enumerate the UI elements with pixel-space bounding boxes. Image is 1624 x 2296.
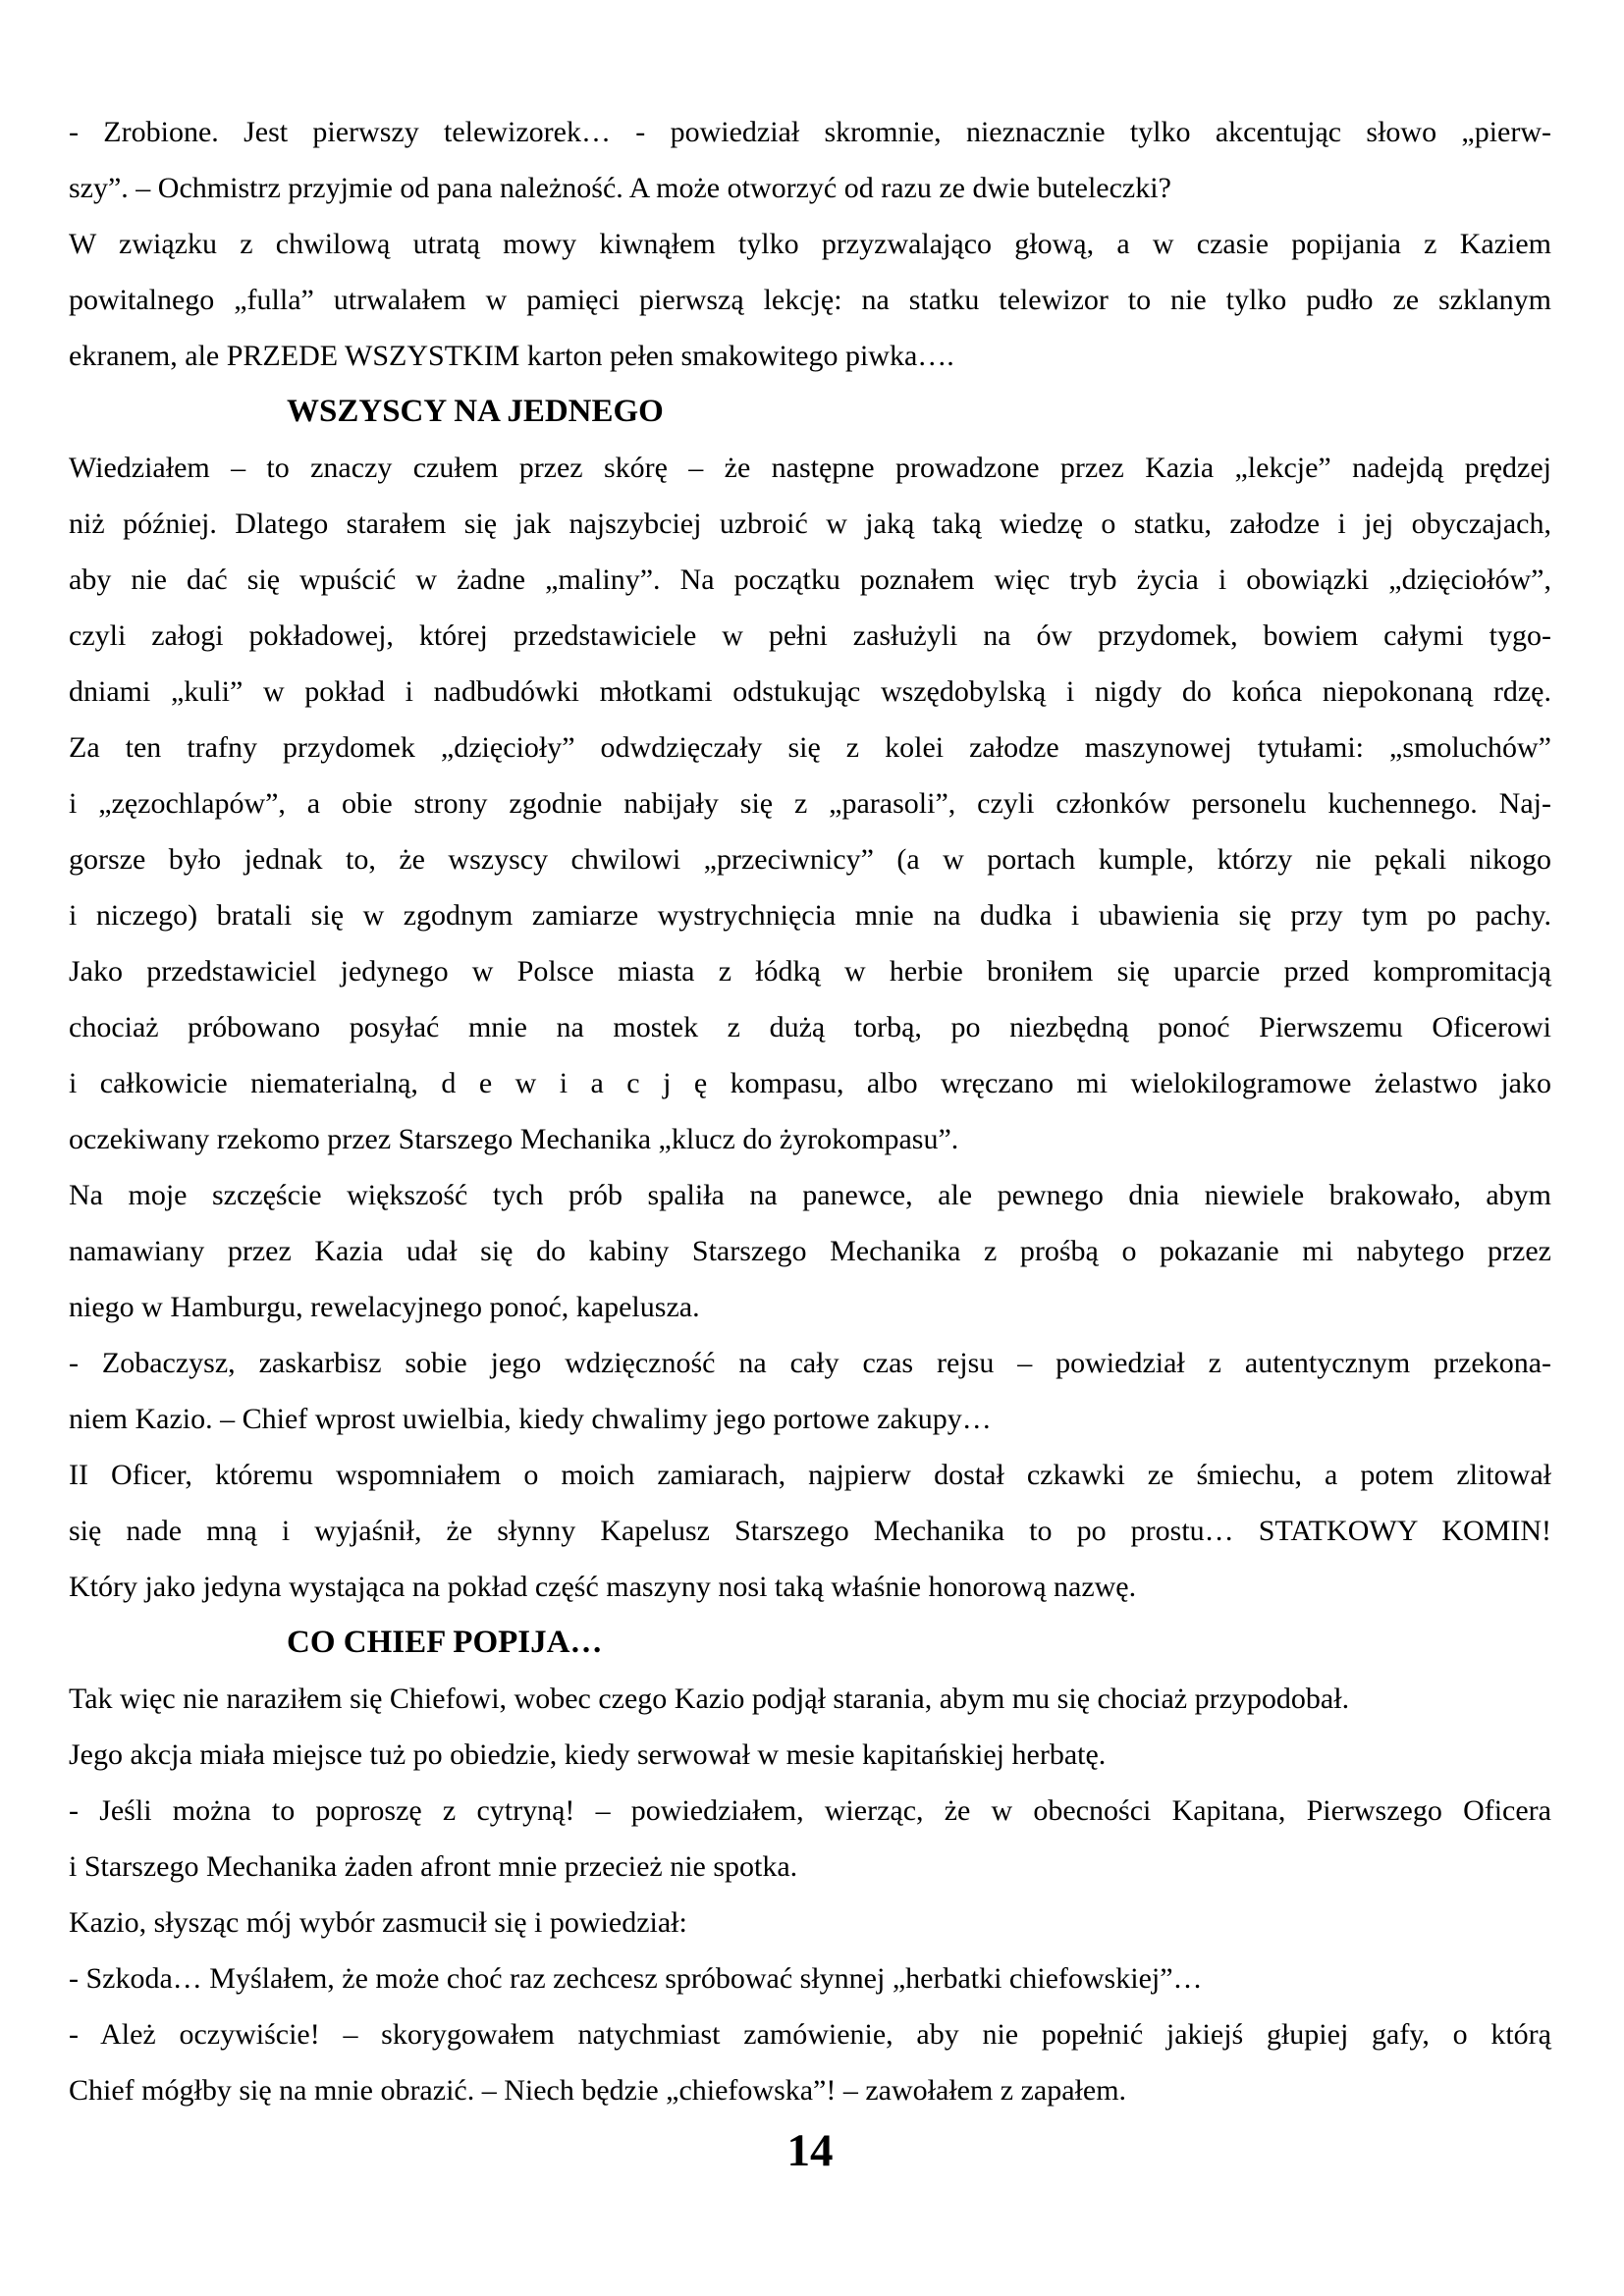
text-line: Jako przedstawiciel jedynego w Polsce miasta z łódką w herbie broniłem się uparcie przed kompromitacją <box>69 955 1551 988</box>
text-line: W związku z chwilową utratą mowy kiwnąłem tylko przyzwalająco głową, a w czasie popijania z Kaziem <box>69 228 1551 260</box>
text-line: Który jako jedyna wystająca na pokład część maszyny nosi taką właśnie honorową nazwę. <box>69 1571 1137 1603</box>
section-heading: CO CHIEF POPIJA… <box>287 1625 603 1660</box>
section-heading: WSZYSCY NA JEDNEGO <box>287 394 664 429</box>
text-line: II Oficer, któremu wspomniałem o moich zamiarach, najpierw dostał czkawki ze śmiechu, a potem zlitował <box>69 1459 1551 1491</box>
text-line: gorsze było jednak to, że wszyscy chwilowi „przeciwnicy” (a w portach kumple, którzy nie pękali nikogo <box>69 843 1551 876</box>
text-line: się nade mną i wyjaśnił, że słynny Kapelusz Starszego Mechanika to po prostu… STATKOWY KOMIN! <box>69 1515 1551 1547</box>
text-line: aby nie dać się wpuścić w żadne „maliny”. Na początku poznałem więc tryb życia i obowiązki „dzięciołów”, <box>69 563 1551 596</box>
text-line: niż później. Dlatego starałem się jak najszybciej uzbroić w jaką taką wiedzę o statku, załodze i jej obyczajach, <box>69 507 1551 540</box>
text-column <box>69 104 1551 2118</box>
text-line: Tak więc nie naraziłem się Chiefowi, wobec czego Kazio podjął starania, abym mu się chociaż przypodobał. <box>69 1682 1350 1715</box>
text-line: szy”. – Ochmistrz przyjmie od pana należność. A może otworzyć od razu ze dwie buteleczki? <box>69 172 1171 204</box>
text-line: niego w Hamburgu, rewelacyjnego ponoć, kapelusza. <box>69 1291 700 1323</box>
text-line: - Zobaczysz, zaskarbisz sobie jego wdzięczność na cały czas rejsu – powiedział z autentycznym przekona- <box>69 1347 1551 1379</box>
text-line: niem Kazio. – Chief wprost uwielbia, kiedy chwalimy jego portowe zakupy… <box>69 1403 992 1435</box>
text-line: Kazio, słysząc mój wybór zasmucił się i powiedział: <box>69 1906 687 1939</box>
text-line: - Szkoda… Myślałem, że może choć raz zechcesz spróbować słynnej „herbatki chiefowskiej”… <box>69 1962 1203 1995</box>
text-line: namawiany przez Kazia udał się do kabiny Starszego Mechanika z prośbą o pokazanie mi nabytego przez <box>69 1235 1551 1267</box>
text-line: dniami „kuli” w pokład i nadbudówki młotkami odstukując wszędobylską i nigdy do końca niepokonaną rdzę. <box>69 675 1551 708</box>
text-line: ekranem, ale PRZEDE WSZYSTKIM karton pełen smakowitego piwka…. <box>69 340 954 372</box>
text-line: Jego akcja miała miejsce tuż po obiedzie, kiedy serwował w mesie kapitańskiej herbatę. <box>69 1738 1107 1771</box>
text-line: i całkowicie niematerialną, d e w i a c j ę kompasu, albo wręczano mi wielokilogramowe żelastwo jako <box>69 1067 1551 1099</box>
text-line: i niczego) bratali się w zgodnym zamiarze wystrychnięcia mnie na dudka i ubawienia się przy tym po pachy. <box>69 899 1551 932</box>
text-line: Chief mógłby się na mnie obrazić. – Niech będzie „chiefowska”! – zawołałem z zapałem. <box>69 2074 1127 2107</box>
text-line: chociaż próbowano posyłać mnie na mostek z dużą torbą, po niezbędną ponoć Pierwszemu Oficerowi <box>69 1011 1551 1043</box>
text-line: Za ten trafny przydomek „dzięcioły” odwdzięczały się z kolei załodze maszynowej tytułami: „smoluchów” <box>69 731 1551 764</box>
text-line: - Zrobione. Jest pierwszy telewizorek… - powiedział skromnie, nieznacznie tylko akcentując słowo „pierw- <box>69 116 1551 148</box>
text-line: i Starszego Mechanika żaden afront mnie przecież nie spotka. <box>69 1850 798 1883</box>
text-line: - Ależ oczywiście! – skorygowałem natychmiast zamówienie, aby nie popełnić jakiejś głupiej gafy, o którą <box>69 2018 1551 2051</box>
text-line: i „zęzochlapów”, a obie strony zgodnie nabijały się z „parasoli”, czyli członków personelu kuchennego. Naj- <box>69 787 1551 820</box>
text-line: powitalnego „fulla” utrwalałem w pamięci pierwszą lekcję: na statku telewizor to nie tylko pudło ze szklanym <box>69 284 1551 316</box>
text-line: - Jeśli można to poproszę z cytryną! – powiedziałem, wierząc, że w obecności Kapitana, Pierwszego Oficera <box>69 1794 1551 1827</box>
page-number: 14 <box>786 2125 834 2176</box>
text-line: Wiedziałem – to znaczy czułem przez skórę – że następne prowadzone przez Kazia „lekcje” nadejdą prędzej <box>69 452 1551 484</box>
text-line: Na moje szczęście większość tych prób spaliła na panewce, ale pewnego dnia niewiele brakowało, abym <box>69 1179 1551 1211</box>
text-line: czyli załogi pokładowej, której przedstawiciele w pełni zasłużyli na ów przydomek, bowiem całymi tygo- <box>69 619 1551 652</box>
text-line: oczekiwany rzekomo przez Starszego Mechanika „klucz do żyrokompasu”. <box>69 1123 959 1155</box>
